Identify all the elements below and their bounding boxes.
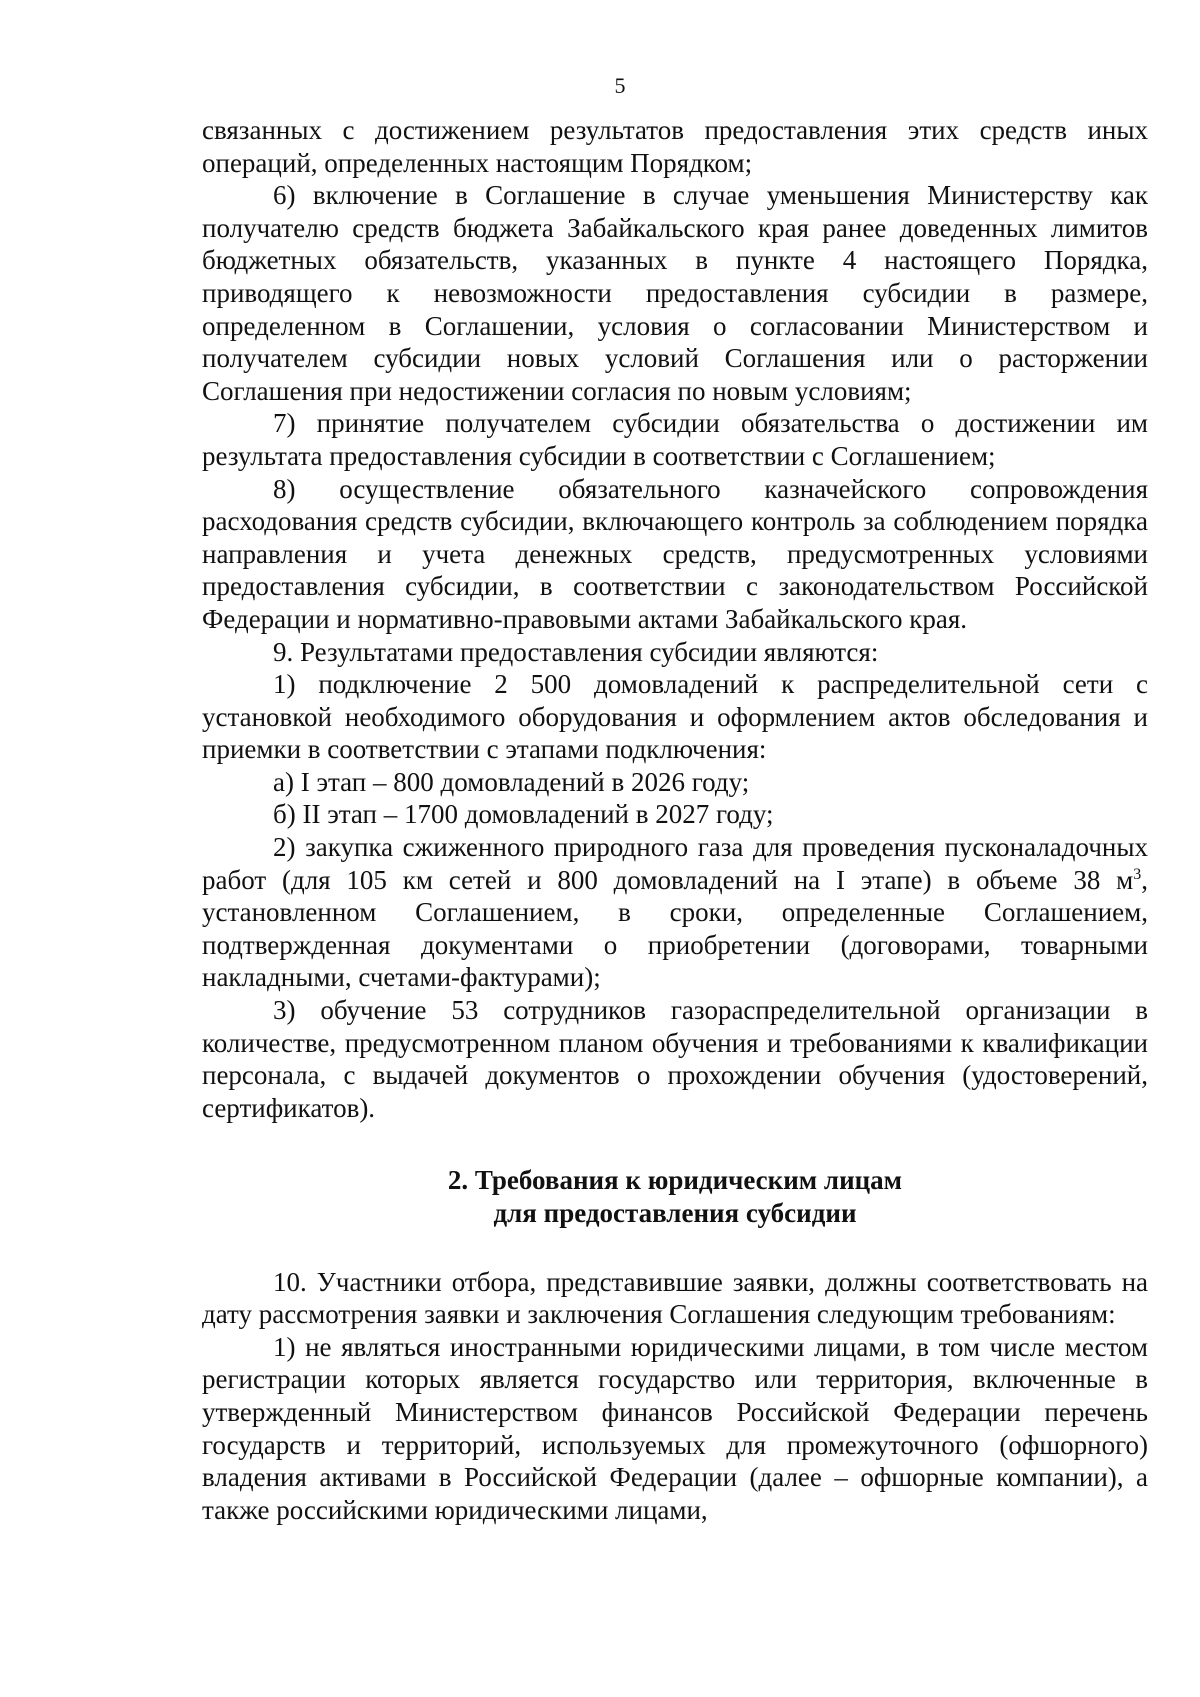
spacer [202, 1124, 1148, 1164]
spacer [202, 1230, 1148, 1266]
paragraph-item-6: 6) включение в Соглашение в случае уменьшения Министерству как получателю средств бюджета Забайкальского края ранее доведенных лимитов бюджетных обязательств, указанных в пункте 4 настоящего Порядка, приводящего к невозможности предоставления субсидии в размере, определенном в Соглашении, условия о согласовании Министерством и получателем субсидии новых условий Соглашения или о расторжении Соглашения при недостижении согласия по новым условиям; [202, 180, 1148, 406]
section-heading-line-1: 2. Требования к юридическим лицам [447, 1165, 903, 1196]
paragraph-continuation: связанных с достижением результатов предоставления этих средств иных операций, определенных настоящим Порядком; [202, 115, 1148, 178]
result-2-text-end: , установленном Соглашением, в сроки, определенные Соглашением, подтвержденная документами о приобретении (договорами, товарными накладными, счетами-фактурами); [202, 864, 1148, 993]
paragraph-clause-9: 9. Результатами предоставления субсидии являются: [273, 636, 879, 667]
paragraph-stage-b: б) II этап – 1700 домовладений в 2027 году; [273, 799, 774, 830]
paragraph-requirement-1: 1) не являться иностранными юридическими лицами, в том числе местом регистрации которых является государство или территория, включенные в утвержденный Министерством финансов Российской Федерации перечень государств и территорий, используемых для промежуточного (офшорного) владения активами в Российской Федерации (далее – офшорные компании), а также российскими юридическими лицами, [202, 1331, 1148, 1525]
page-number: 5 [614, 73, 626, 98]
paragraph-result-2 [202, 831, 1148, 994]
document-body [202, 114, 1148, 1526]
paragraph-result-1: 1) подключение 2 500 домовладений к распределительной сети с установкой необходимого оборудования и оформлением актов обследования и приемки в соответствии с этапами подключения: [202, 669, 1148, 765]
result-2-text-start: 2) закупка сжиженного природного газа для проведения пусконаладочных работ (для 105 км сетей и 800 домовладений на I этапе) в объеме 38 м [202, 832, 1148, 895]
paragraph-clause-10: 10. Участники отбора, представившие заявки, должны соответствовать на дату рассмотрения заявки и заключения Соглашения следующим требованиям: [202, 1266, 1148, 1330]
paragraph-stage-a: а) I этап – 800 домовладений в 2026 году; [273, 766, 750, 797]
paragraph-result-3: 3) обучение 53 сотрудников газораспределительной организации в количестве, предусмотренном планом обучения и требованиями к квалификации персонала, с выдачей документов о прохождении обучения (удостоверений, сертификатов). [202, 995, 1148, 1123]
cubic-superscript: 3 [1133, 865, 1142, 883]
paragraph-item-8: 8) осуществление обязательного казначейского сопровождения расходования средств субсидии, включающего контроль за соблюдением порядка направления и учета денежных средств, предусмотренных условиями предоставления субсидии, в соответствии с законодательством Российской Федерации и нормативно-правовыми актами Забайкальского края. [202, 473, 1148, 634]
paragraph-item-7: 7) принятие получателем субсидии обязательства о достижении им результата предоставления субсидии в соответствии с Соглашением; [202, 408, 1148, 471]
section-heading-line-2: для предоставления субсидии [493, 1198, 857, 1228]
